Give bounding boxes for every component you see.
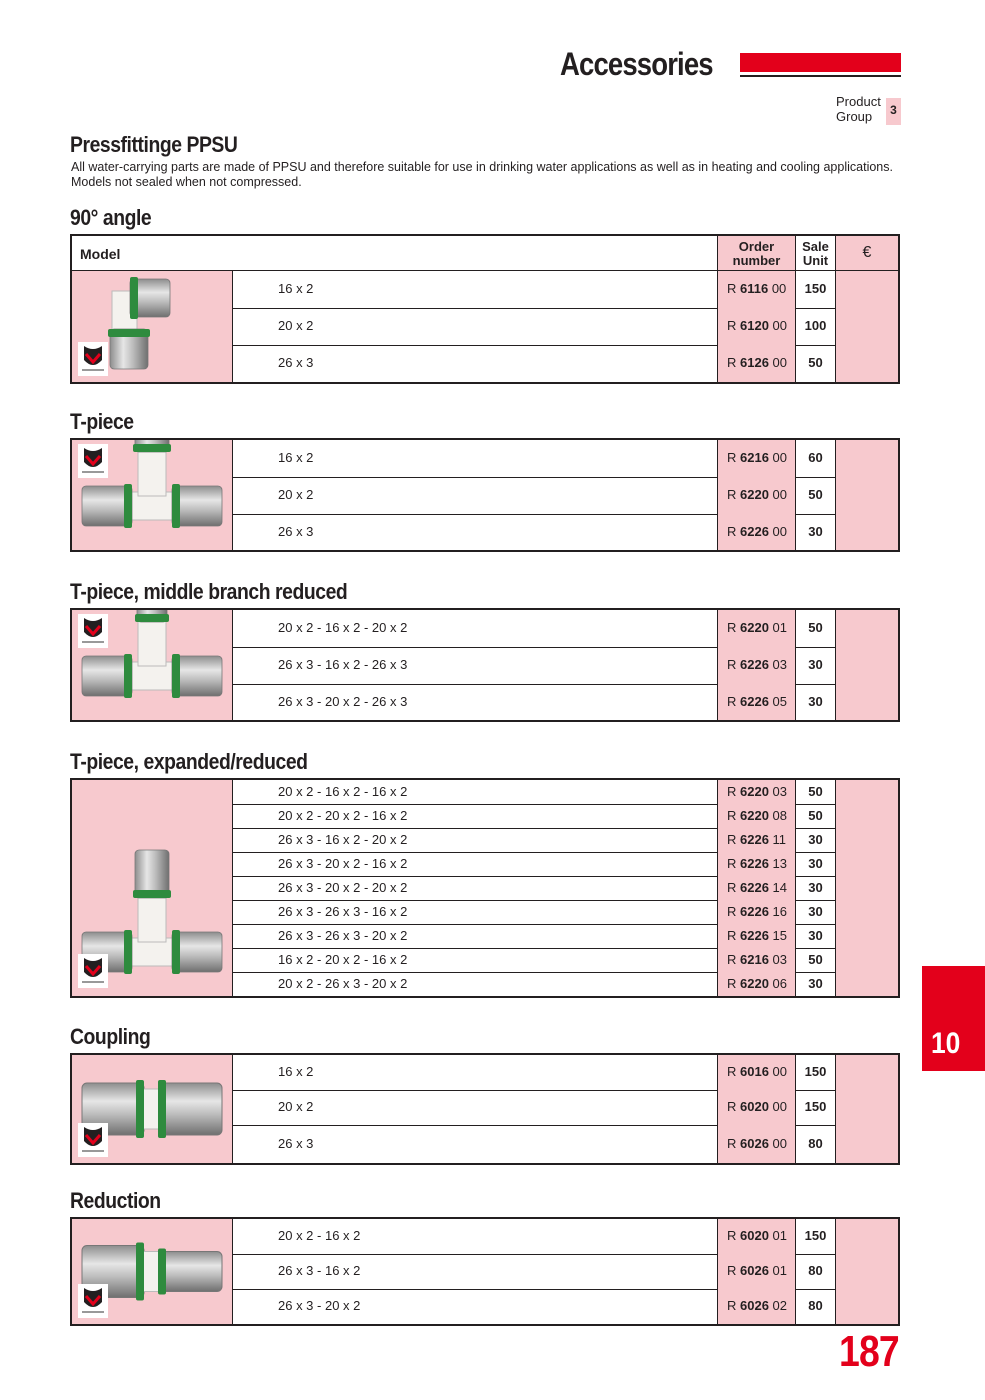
size-spec: 20 x 2 - 16 x 2 - 16 x 2 <box>278 784 408 799</box>
table-row <box>232 924 898 949</box>
table-row <box>232 828 898 853</box>
elbow-fitting-icon <box>72 271 231 382</box>
order-number <box>717 876 795 900</box>
price-cell <box>835 345 898 382</box>
order-number <box>717 780 795 804</box>
price-cell <box>835 972 898 996</box>
product-table <box>70 1217 900 1326</box>
order-suffix: 03 <box>768 657 787 672</box>
price-cell <box>835 852 898 876</box>
chapter-tab <box>922 966 985 1071</box>
price-cell <box>835 1125 898 1163</box>
order-main: 6226 <box>740 657 769 672</box>
order-prefix: R <box>727 952 740 967</box>
price-cell <box>835 828 898 852</box>
order-suffix: 08 <box>768 808 787 823</box>
column-header-model: Model <box>80 246 121 262</box>
product-image-cell <box>72 1219 233 1324</box>
price-cell <box>835 440 898 477</box>
table-row <box>232 1055 898 1091</box>
size-spec: 20 x 2 <box>278 1099 314 1114</box>
certification-logo <box>78 1284 108 1318</box>
order-number <box>717 440 795 477</box>
order-number <box>717 610 795 647</box>
price-cell <box>835 948 898 972</box>
order-prefix: R <box>727 694 740 709</box>
tee-fitting-icon <box>72 440 231 550</box>
product-image-cell <box>72 1055 233 1163</box>
order-number <box>717 308 795 345</box>
sale-unit: 50 <box>795 948 835 972</box>
order-main: 6226 <box>740 524 769 539</box>
certification-logo <box>78 614 108 648</box>
order-suffix: 00 <box>768 1064 787 1079</box>
table-row <box>232 948 898 973</box>
table-header <box>72 236 898 271</box>
order-main: 6220 <box>740 620 769 635</box>
sale-unit: 30 <box>795 647 835 684</box>
sale-unit: 150 <box>795 1090 835 1125</box>
price-cell <box>835 780 898 804</box>
size-spec: 20 x 2 - 16 x 2 - 20 x 2 <box>278 620 408 635</box>
section-title-t-piece: T-piece <box>70 409 134 434</box>
order-suffix: 03 <box>768 952 787 967</box>
order-prefix: R <box>727 904 740 919</box>
sale-unit: 60 <box>795 440 835 477</box>
coupling-fitting-icon <box>72 1055 231 1163</box>
section-title-reduction: Reduction <box>70 1188 161 1213</box>
price-cell <box>835 900 898 924</box>
size-spec: 20 x 2 - 16 x 2 <box>278 1228 361 1243</box>
price-cell <box>835 1090 898 1125</box>
size-spec: 26 x 3 <box>278 355 314 370</box>
order-main: 6026 <box>740 1263 769 1278</box>
size-spec: 20 x 2 - 20 x 2 - 16 x 2 <box>278 808 408 823</box>
tee-expanded-fitting-icon <box>72 780 231 996</box>
sale-unit: 80 <box>795 1289 835 1324</box>
price-cell <box>835 477 898 514</box>
table-row <box>232 1090 898 1126</box>
order-number <box>717 1219 795 1254</box>
order-main: 6116 <box>740 281 769 296</box>
sale-unit: 150 <box>795 271 835 308</box>
table-row <box>232 852 898 877</box>
size-spec: 16 x 2 <box>278 1064 314 1079</box>
product-table <box>70 608 900 722</box>
table-row <box>232 514 898 550</box>
product-table <box>70 438 900 552</box>
order-main: 6120 <box>740 318 769 333</box>
sale-unit: 50 <box>795 780 835 804</box>
price-cell <box>835 271 898 308</box>
certification-logo <box>78 342 108 376</box>
order-number <box>717 948 795 972</box>
sale-unit: 30 <box>795 924 835 948</box>
size-spec: 26 x 3 - 20 x 2 <box>278 1298 361 1313</box>
order-suffix: 00 <box>768 450 787 465</box>
order-prefix: R <box>727 1298 740 1313</box>
sale-unit: 80 <box>795 1254 835 1289</box>
order-number <box>717 1090 795 1125</box>
reducer-fitting-icon <box>72 1219 231 1324</box>
price-cell <box>835 610 898 647</box>
table-row <box>232 610 898 648</box>
certification-logo <box>78 954 108 988</box>
certification-logo <box>78 444 108 478</box>
order-number <box>717 477 795 514</box>
size-spec: 16 x 2 - 20 x 2 - 16 x 2 <box>278 952 408 967</box>
column-header-price: € <box>835 236 898 270</box>
size-spec: 20 x 2 - 26 x 3 - 20 x 2 <box>278 976 408 991</box>
order-suffix: 13 <box>768 856 787 871</box>
order-main: 6226 <box>740 928 769 943</box>
sale-unit: 30 <box>795 972 835 996</box>
order-number <box>717 924 795 948</box>
order-number <box>717 1055 795 1090</box>
size-spec: 16 x 2 <box>278 450 314 465</box>
order-suffix: 00 <box>768 524 787 539</box>
size-spec: 26 x 3 - 20 x 2 - 20 x 2 <box>278 880 408 895</box>
chapter-number: 10 <box>931 1027 961 1060</box>
price-cell <box>835 876 898 900</box>
order-prefix: R <box>727 1064 740 1079</box>
table-row <box>232 972 898 996</box>
column-header-sale-unit: Sale Unit <box>795 236 835 270</box>
order-number <box>717 1289 795 1324</box>
size-spec: 26 x 3 <box>278 1136 314 1151</box>
product-image-cell <box>72 440 233 550</box>
table-row <box>232 804 898 829</box>
order-main: 6226 <box>740 856 769 871</box>
order-number <box>717 684 795 720</box>
product-table <box>70 234 900 384</box>
sale-unit: 30 <box>795 514 835 550</box>
table-row <box>232 1219 898 1255</box>
order-suffix: 16 <box>768 904 787 919</box>
order-suffix: 11 <box>768 832 787 847</box>
section-title-90-angle: 90° angle <box>70 205 152 230</box>
page-header-title: Accessories <box>560 46 713 82</box>
table-row <box>232 876 898 901</box>
order-prefix: R <box>727 487 740 502</box>
order-number <box>717 1125 795 1163</box>
order-suffix: 01 <box>768 620 787 635</box>
sale-unit: 50 <box>795 610 835 647</box>
product-table <box>70 778 900 998</box>
size-spec: 16 x 2 <box>278 281 314 296</box>
column-header-order-number: Order number <box>717 236 795 270</box>
price-cell <box>835 1289 898 1324</box>
order-main: 6016 <box>740 1064 769 1079</box>
size-spec: 26 x 3 - 26 x 3 - 16 x 2 <box>278 904 408 919</box>
order-prefix: R <box>727 450 740 465</box>
size-spec: 26 x 3 - 26 x 3 - 20 x 2 <box>278 928 408 943</box>
order-suffix: 06 <box>768 976 787 991</box>
order-prefix: R <box>727 657 740 672</box>
order-suffix: 01 <box>768 1263 787 1278</box>
tee-reduced-fitting-icon <box>72 610 231 720</box>
main-title: Pressfittinge PPSU <box>70 132 238 157</box>
size-spec: 26 x 3 - 20 x 2 - 26 x 3 <box>278 694 408 709</box>
order-number <box>717 804 795 828</box>
price-cell <box>835 308 898 345</box>
table-row <box>232 1125 898 1163</box>
order-number <box>717 1254 795 1289</box>
order-suffix: 00 <box>768 355 787 370</box>
price-cell <box>835 647 898 684</box>
product-image-cell <box>72 610 233 720</box>
sale-unit: 50 <box>795 477 835 514</box>
order-suffix: 00 <box>768 1136 787 1151</box>
order-number <box>717 271 795 308</box>
sale-unit: 150 <box>795 1219 835 1254</box>
order-prefix: R <box>727 880 740 895</box>
section-title-t-piece-reduced: T-piece, middle branch reduced <box>70 579 348 604</box>
product-image-cell <box>72 271 233 382</box>
size-spec: 26 x 3 - 16 x 2 <box>278 1263 361 1278</box>
sale-unit: 100 <box>795 308 835 345</box>
order-prefix: R <box>727 856 740 871</box>
table-row <box>232 345 898 382</box>
price-cell <box>835 804 898 828</box>
product-group-number: 3 <box>886 98 901 125</box>
sale-unit: 150 <box>795 1055 835 1090</box>
product-image-cell <box>72 780 233 996</box>
order-suffix: 02 <box>768 1298 787 1313</box>
order-prefix: R <box>727 976 740 991</box>
order-number <box>717 852 795 876</box>
price-cell <box>835 1254 898 1289</box>
order-main: 6226 <box>740 832 769 847</box>
order-main: 6226 <box>740 904 769 919</box>
size-spec: 26 x 3 - 20 x 2 - 16 x 2 <box>278 856 408 871</box>
order-main: 6026 <box>740 1298 769 1313</box>
price-cell <box>835 924 898 948</box>
table-row <box>232 440 898 478</box>
order-number <box>717 828 795 852</box>
order-main: 6226 <box>740 694 769 709</box>
order-prefix: R <box>727 281 740 296</box>
order-prefix: R <box>727 1228 740 1243</box>
order-main: 6220 <box>740 808 769 823</box>
sale-unit: 50 <box>795 804 835 828</box>
order-prefix: R <box>727 832 740 847</box>
order-prefix: R <box>727 1136 740 1151</box>
price-cell <box>835 514 898 550</box>
sale-unit: 80 <box>795 1125 835 1163</box>
table-row <box>232 780 898 805</box>
page-number: 187 <box>839 1327 899 1376</box>
sale-unit: 30 <box>795 900 835 924</box>
order-suffix: 15 <box>768 928 787 943</box>
order-prefix: R <box>727 1263 740 1278</box>
table-row <box>232 477 898 515</box>
order-prefix: R <box>727 620 740 635</box>
intro-text: All water-carrying parts are made of PPSU and therefore suitable for use in drinking water applications as well as in heating and cooling applications. Models not sealed when not compressed. <box>71 160 893 189</box>
order-suffix: 00 <box>768 318 787 333</box>
sale-unit: 30 <box>795 876 835 900</box>
section-title-coupling: Coupling <box>70 1024 151 1049</box>
table-row <box>232 684 898 720</box>
table-row <box>232 1254 898 1290</box>
header-red-bar <box>740 53 901 72</box>
table-row <box>232 308 898 346</box>
order-suffix: 03 <box>768 784 787 799</box>
order-main: 6216 <box>740 450 769 465</box>
order-prefix: R <box>727 524 740 539</box>
table-row <box>232 900 898 925</box>
sale-unit: 50 <box>795 345 835 382</box>
order-prefix: R <box>727 318 740 333</box>
size-spec: 20 x 2 <box>278 318 314 333</box>
order-suffix: 01 <box>768 1228 787 1243</box>
header-rule <box>740 75 901 77</box>
order-prefix: R <box>727 808 740 823</box>
table-row <box>232 647 898 685</box>
price-cell <box>835 1055 898 1090</box>
order-number <box>717 514 795 550</box>
price-cell <box>835 1219 898 1254</box>
order-prefix: R <box>727 355 740 370</box>
order-number <box>717 647 795 684</box>
price-cell <box>835 684 898 720</box>
order-prefix: R <box>727 1099 740 1114</box>
order-suffix: 00 <box>768 281 787 296</box>
order-number <box>717 345 795 382</box>
sale-unit: 30 <box>795 852 835 876</box>
order-main: 6026 <box>740 1136 769 1151</box>
order-main: 6020 <box>740 1228 769 1243</box>
order-number <box>717 900 795 924</box>
table-row <box>232 1289 898 1324</box>
order-main: 6226 <box>740 880 769 895</box>
order-main: 6020 <box>740 1099 769 1114</box>
order-suffix: 05 <box>768 694 787 709</box>
order-main: 6220 <box>740 976 769 991</box>
section-title-t-piece-expanded: T-piece, expanded/reduced <box>70 749 308 774</box>
product-group-label: Product Group <box>836 94 881 124</box>
size-spec: 26 x 3 - 16 x 2 - 20 x 2 <box>278 832 408 847</box>
order-suffix: 00 <box>768 487 787 502</box>
order-main: 6220 <box>740 487 769 502</box>
sale-unit: 30 <box>795 828 835 852</box>
order-suffix: 00 <box>768 1099 787 1114</box>
product-table <box>70 1053 900 1165</box>
size-spec: 20 x 2 <box>278 487 314 502</box>
order-number <box>717 972 795 996</box>
order-suffix: 14 <box>768 880 787 895</box>
order-main: 6126 <box>740 355 769 370</box>
order-main: 6216 <box>740 952 769 967</box>
sale-unit: 30 <box>795 684 835 720</box>
size-spec: 26 x 3 - 16 x 2 - 26 x 3 <box>278 657 408 672</box>
order-prefix: R <box>727 784 740 799</box>
size-spec: 26 x 3 <box>278 524 314 539</box>
order-prefix: R <box>727 928 740 943</box>
table-row <box>232 271 898 309</box>
certification-logo <box>78 1123 108 1157</box>
order-main: 6220 <box>740 784 769 799</box>
